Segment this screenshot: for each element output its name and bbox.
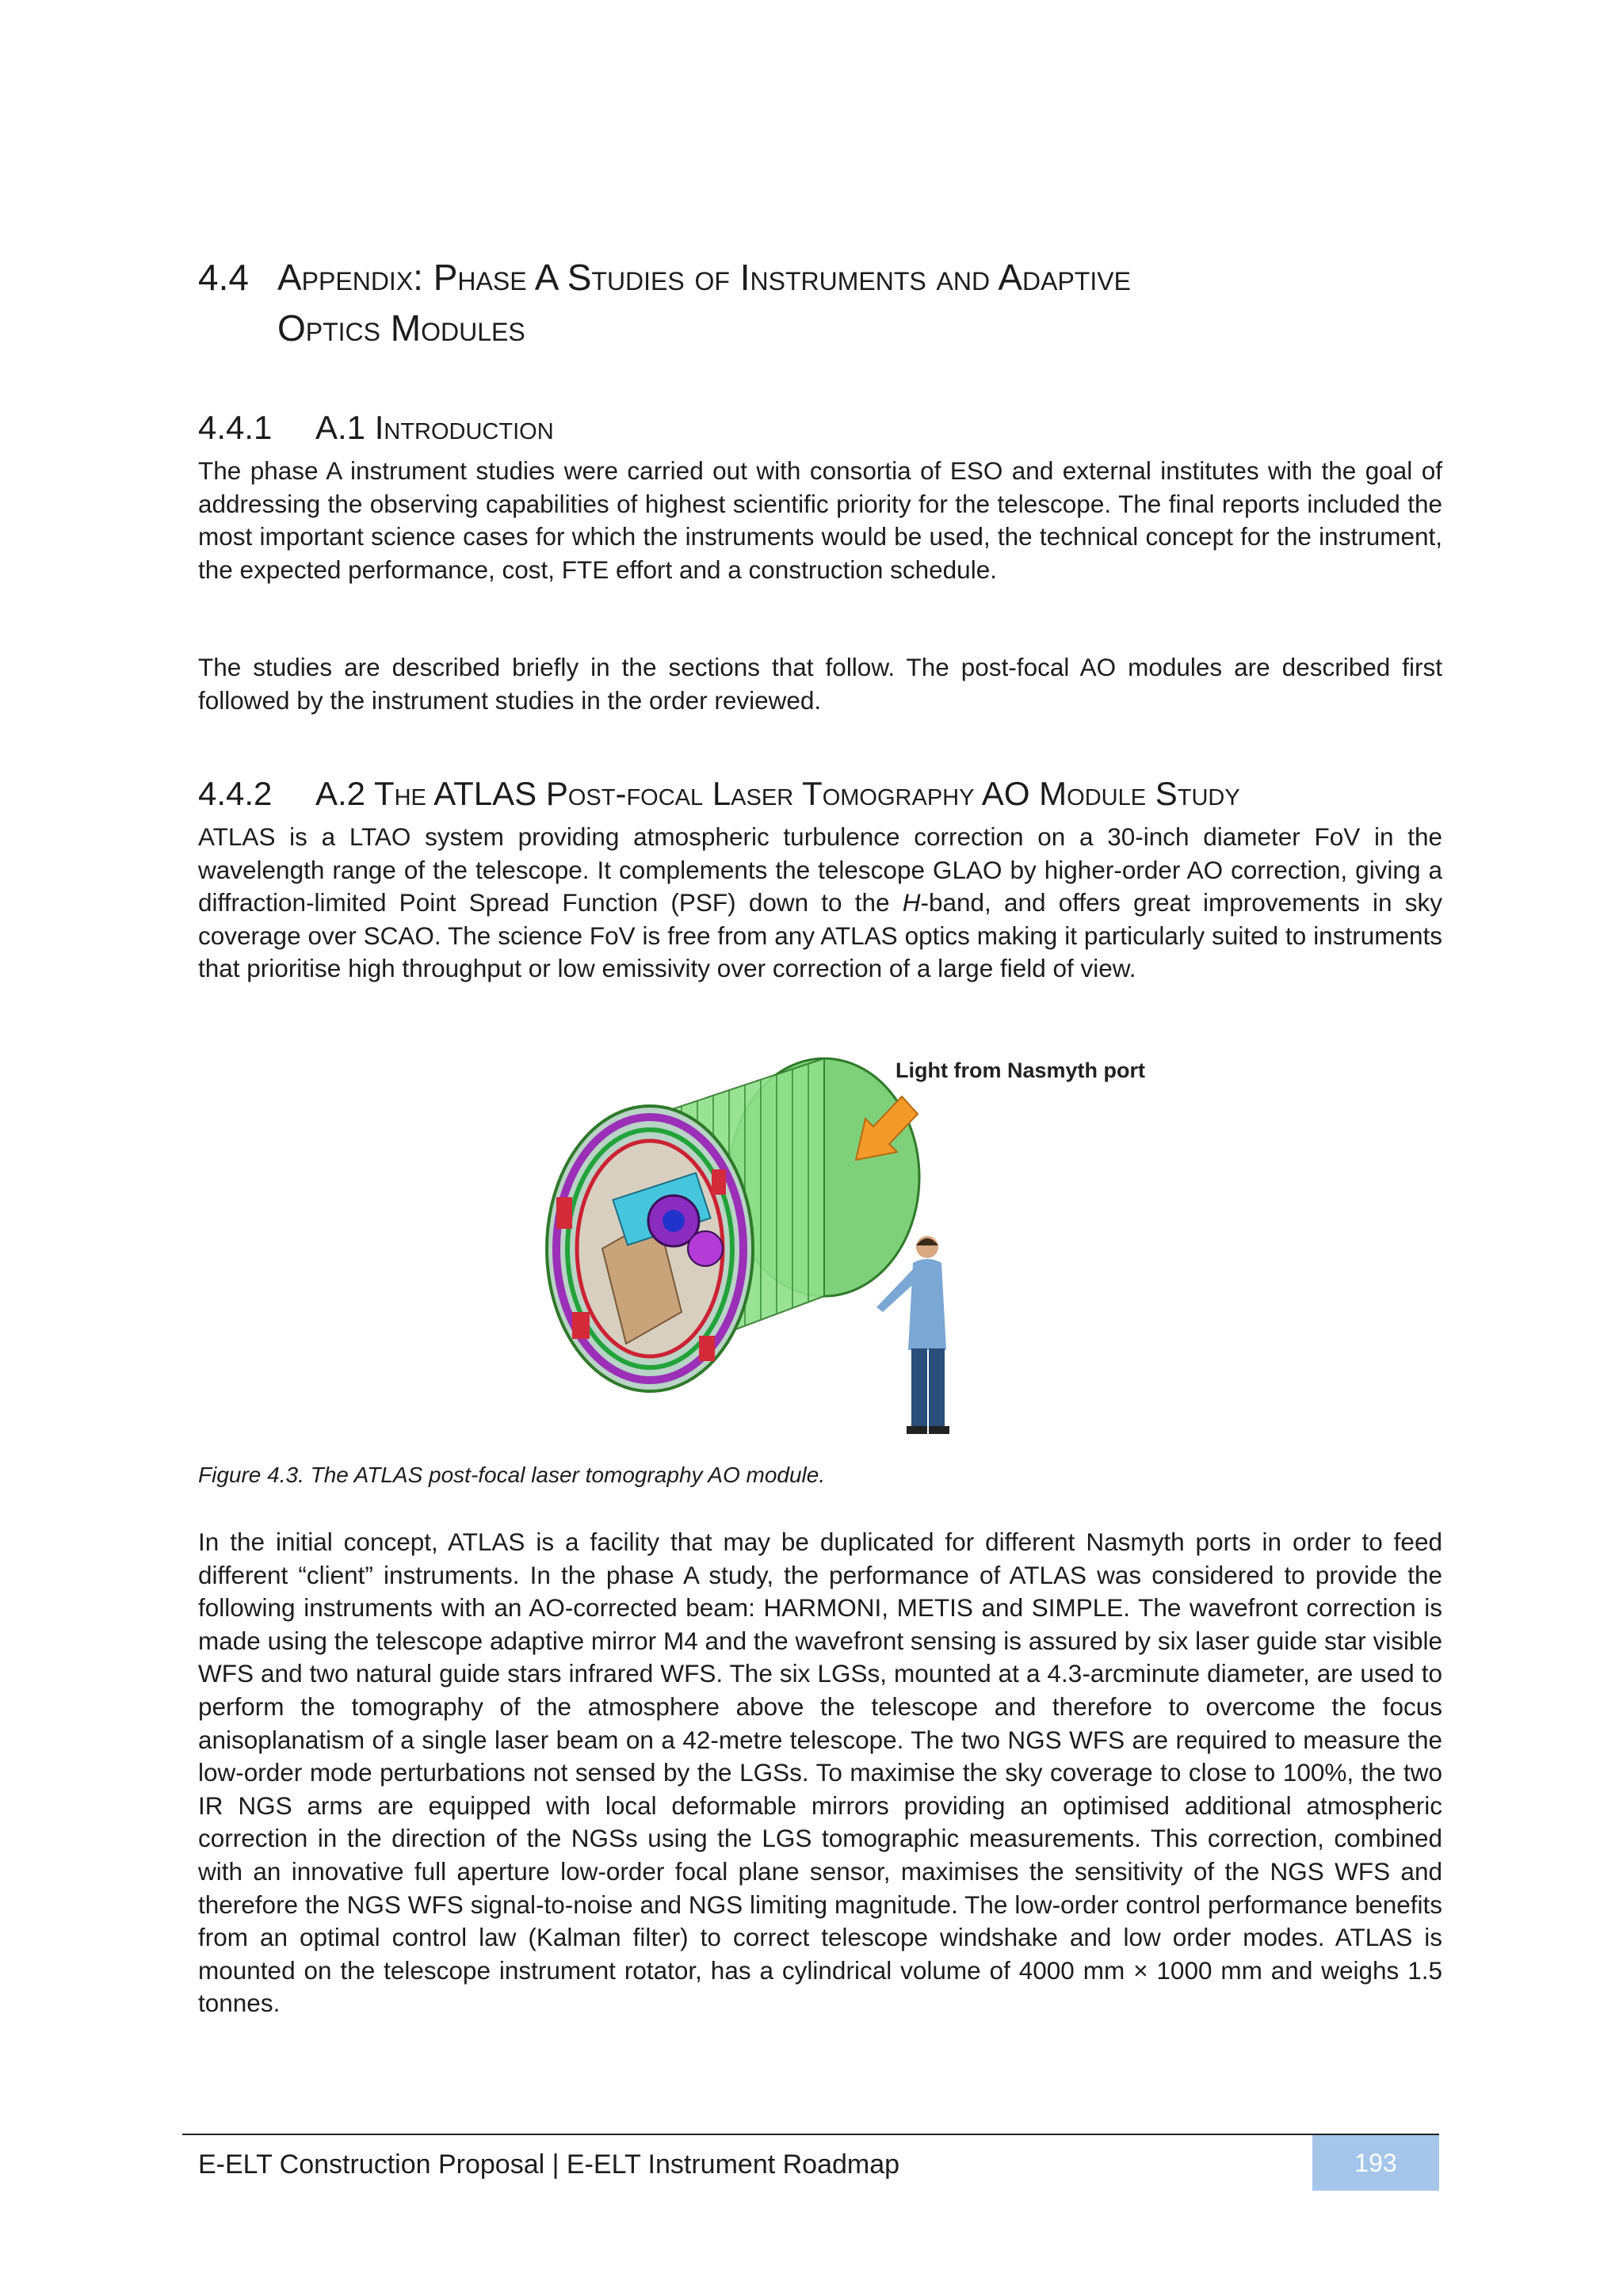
atlas-p1-before: ATLAS is a LTAO system providing atmospheric turbulence correction on a 30-inch diameter FoV in the wavelength range of the telescope. It complements the telescope GLAO by higher-order AO correction, giving a diffraction-limited Point Spread Function (PSF) down to the (198, 822, 1442, 917)
atlas-p1-italic: H (902, 888, 921, 917)
section-heading (198, 252, 1442, 353)
atlas-number: 4.4.2 (198, 775, 273, 812)
intro-number: 4.4.1 (198, 409, 273, 446)
intro-heading (198, 407, 1442, 448)
section-number: 4.4 (198, 257, 249, 298)
page-number: 193 (1312, 2135, 1439, 2191)
atlas-module-illustration (515, 1051, 1165, 1455)
section-title-line1: Appendix: Phase A Studies of Instruments and Adaptive (277, 257, 1131, 298)
figure-label: Light from Nasmyth port (896, 1058, 1145, 1082)
footer-rule (182, 2134, 1439, 2135)
footer-text: E-ELT Construction Proposal | E-ELT Instrument Roadmap (198, 2149, 900, 2180)
atlas-title: A.2 The ATLAS Post-focal Laser Tomography AO Module Study (315, 775, 1240, 812)
atlas-figure (515, 1051, 1165, 1455)
figure-caption: Figure 4.3. The ATLAS post-focal laser tomography AO module. (198, 1463, 826, 1487)
atlas-heading (198, 773, 1442, 814)
section-title-line2: Optics Modules (277, 307, 525, 349)
module-front-face (547, 1106, 753, 1391)
intro-paragraph-1: The phase A instrument studies were carried out with consortia of ESO and external institutes with the goal of addressing the observing capabilities of highest scientific priority for the telescope. The final reports included the most important science cases for which the instruments would be used, the technical concept for the instrument, the expected performance, cost, FTE effort and a construction schedule. (198, 456, 1442, 584)
intro-title: A.1 Introduction (315, 409, 554, 446)
intro-paragraph-2: The studies are described briefly in the sections that follow. The post-focal AO modules are described first followed by the instrument studies in the order reviewed. (198, 653, 1442, 715)
atlas-paragraph-1 (198, 821, 1442, 986)
atlas-paragraph-2: In the initial concept, ATLAS is a facility that may be duplicated for different Nasmyth ports in order to feed different “client” instruments. In the phase A study, the performance of ATLAS was considered to provide the following instruments with an AO-corrected beam: HARMONI, METIS and SIMPLE. The wavefront correction is made using the telescope adaptive mirror M4 and the wavefront sensing is assured by six laser guide star visible WFS and two natural guide stars infrared WFS. The six LGSs, mounted at a 4.3-arcminute diameter, are used to perform the tomography of the atmosphere above the telescope and therefore to overcome the focus anisoplanatism of a single laser beam on a 42-metre telescope. The two NGS WFS are required to measure the low-order mode perturbations not sensed by the LGSs. To maximise the sky coverage to close to 100%, the two IR NGS arms are equipped with local deformable mirrors providing an optimised additional atmospheric correction in the direction of the NGSs using the LGS tomographic measurements. This correction, combined with an innovative full aperture low-order focal plane sensor, maximises the sensitivity of the NGS WFS and therefore the NGS WFS signal-to-noise and NGS limiting magnitude. The low-order control performance benefits from an optimal control law (Kalman filter) to correct telescope windshake and low order modes. ATLAS is mounted on the telescope instrument rotator, has a cylindrical volume of 4000 mm × 1000 mm and weighs 1.5 tonnes. (198, 1527, 1442, 2018)
atlas-p1-after: -band, and offers great improvements in sky coverage over SCAO. The science FoV is free from any ATLAS optics making it particularly suited to instruments that prioritise high throughput or low emissivity over correction of a large field of view. (198, 888, 1442, 983)
